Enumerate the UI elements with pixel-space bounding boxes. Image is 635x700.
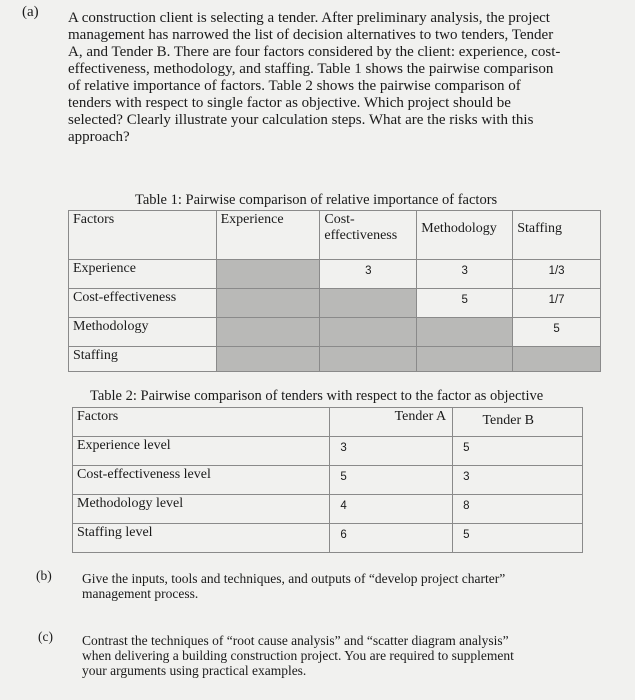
question-c-text [82, 633, 514, 678]
table-row [69, 318, 601, 347]
table1-shaded-cell [320, 318, 417, 347]
table2-header-row [73, 408, 583, 437]
table1-value-cell: 1/3 [513, 260, 601, 289]
table2 [72, 407, 583, 553]
table1-caption: Table 1: Pairwise comparison of relative importance of factors [135, 192, 498, 208]
table2-tender-a-cell: 3 [330, 437, 453, 466]
table2-header-cell: Tender A [330, 408, 453, 437]
question-c-line: Contrast the techniques of “root cause analysis” and “scatter diagram analysis” [82, 633, 509, 648]
table1-factor-cell: Methodology [69, 318, 217, 347]
table-row [69, 260, 601, 289]
table1-value-cell: 5 [513, 318, 601, 347]
question-a-line: A, and Tender B. There are four factors considered by the client: experience, cost- [68, 44, 561, 60]
table1-value-cell: 3 [417, 260, 513, 289]
table1-shaded-cell [320, 289, 417, 318]
table2-factor-cell: Methodology level [73, 495, 330, 524]
question-a-line: approach? [68, 129, 130, 145]
question-b-label: (b) [36, 568, 52, 583]
table1-factor-cell: Cost-effectiveness [69, 289, 217, 318]
table1-shaded-cell [513, 347, 601, 372]
question-a-line: selected? Clearly illustrate your calculation steps. What are the risks with this [68, 112, 534, 128]
question-b-line: management process. [82, 586, 199, 601]
table2-caption: Table 2: Pairwise comparison of tenders with respect to the factor as objective [90, 388, 544, 404]
table1-header-row [69, 211, 601, 260]
question-a-line: effectiveness, methodology, and staffing. Table 1 shows the pairwise comparison [68, 61, 554, 77]
table2-factor-cell: Experience level [73, 437, 330, 466]
table1-shaded-cell [216, 289, 320, 318]
table2-tender-b-cell: 5 [453, 524, 583, 553]
table2-header-cell: Tender B [453, 408, 583, 437]
table2-factor-cell: Staffing level [73, 524, 330, 553]
table1-shaded-cell [216, 260, 320, 289]
table1-value-cell: 1/7 [513, 289, 601, 318]
table1-header-cell: Cost-effectiveness [320, 211, 417, 260]
question-a-line: A construction client is selecting a tender. After preliminary analysis, the project [68, 10, 550, 26]
table2-tender-a-cell: 5 [330, 466, 453, 495]
table-row [73, 524, 583, 553]
table1-shaded-cell [417, 347, 513, 372]
table-row [73, 437, 583, 466]
table1-header-cell: Methodology [417, 211, 513, 260]
table2-tender-b-cell: 8 [453, 495, 583, 524]
question-c-line: your arguments using practical examples. [82, 663, 307, 678]
table1-shaded-cell [320, 347, 417, 372]
table2-tender-b-cell: 5 [453, 437, 583, 466]
table1-header-cell: Staffing [513, 211, 601, 260]
table1-shaded-cell [216, 318, 320, 347]
table-row [73, 495, 583, 524]
table1-factor-cell: Experience [69, 260, 217, 289]
table1-value-cell: 3 [320, 260, 417, 289]
question-a-text [68, 10, 606, 146]
question-a-line: management has narrowed the list of decision alternatives to two tenders, Tender [68, 27, 554, 43]
question-c-label: (c) [38, 629, 53, 644]
question-a-line: of relative importance of factors. Table 2 shows the pairwise comparison of [68, 78, 521, 94]
table2-tender-a-cell: 6 [330, 524, 453, 553]
question-c-line: when delivering a building construction project. You are required to supplement [82, 648, 514, 663]
table1 [68, 210, 601, 372]
table2-tender-a-cell: 4 [330, 495, 453, 524]
table1-factor-cell: Staffing [69, 347, 217, 372]
question-a-line: tenders with respect to single factor as objective. Which project should be [68, 95, 511, 111]
table2-factor-cell: Cost-effectiveness level [73, 466, 330, 495]
table2-tender-b-cell: 3 [453, 466, 583, 495]
table1-header-cell: Factors [69, 211, 217, 260]
table-row [69, 347, 601, 372]
table2-header-cell: Factors [73, 408, 330, 437]
question-b-text [82, 571, 505, 601]
question-b-line: Give the inputs, tools and techniques, and outputs of “develop project charter” [82, 571, 506, 586]
table1-value-cell: 5 [417, 289, 513, 318]
question-a-label: (a) [22, 4, 39, 20]
table1-shaded-cell [216, 347, 320, 372]
table-row [73, 466, 583, 495]
table1-shaded-cell [417, 318, 513, 347]
table1-header-cell: Experience [216, 211, 320, 260]
table-row [69, 289, 601, 318]
